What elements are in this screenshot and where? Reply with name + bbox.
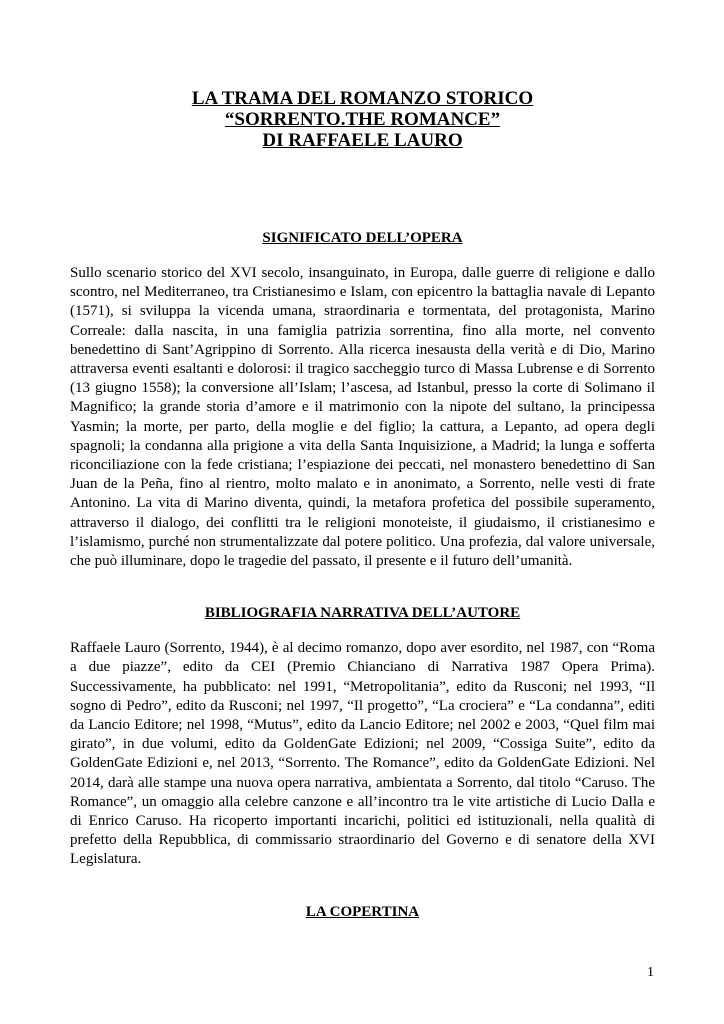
section-paragraph-significato: Sullo scenario storico del XVI secolo, insanguinato, in Europa, dalle guerre di religione e dallo scontro, nel Mediterraneo, tra Cristianesimo e Islam, con epicentro la battaglia navale di Lepanto (1571), si sviluppa la vicenda umana, straordinaria e tormentata, del protagonista, Marino Correale: dalla nascita, in una famiglia patrizia sorrentina, fino alla morte, nel convento benedettino di Sant’Agrippino di Sorrento. Alla ricerca inesausta della verità e di Dio, Marino attraversa eventi esaltanti e dolorosi: il tragico saccheggio turco di Massa Lubrense e di Sorrento (13 giugno 1558); la conversione all’Islam; l’ascesa, ad Istanbul, presso la corte di Solimano il Magnifico; la grande storia d’amore e il matrimonio con la nipote del sultano, la principessa Yasmin; la morte, per parto, della moglie e del figlio; la cattura, a Lepanto, ad opera degli spagnoli; la condanna alla prigione a vita della Santa Inquisizione, a Madrid; la lunga e sofferta riconciliazione con la fede cristiana; l’espiazione dei peccati, nel monastero benedettino di San Juan de la Peña, fino al rientro, molto malato e in anonimato, a Sorrento, nelle vesti di frate Antonino. La vita di Marino diventa, quindi, la metafora profetica del possibile superamento, attraverso il dialogo, dei conflitti tra le religioni monoteiste, il giudaismo, il cristianesimo e l’islamismo, purché non strumentalizzate dal potere politico. Una profezia, dal valore universale, che può illuminare, dopo le tragedie del passato, il presente e il futuro dell’umanità. (70, 265, 655, 570)
section-heading-bibliografia: BIBLIOGRAFIA NARRATIVA DELL’AUTORE (204, 605, 521, 622)
section-heading-copertina: LA COPERTINA (305, 903, 420, 920)
document-page (70, 88, 655, 921)
section-heading-significato: SIGNIFICATO DELL’OPERA (262, 230, 463, 246)
section-paragraph-bibliografia: Raffaele Lauro (Sorrento, 1944), è al decimo romanzo, dopo aver esordito, nel 1987, con “Roma a due piazze”, edito da CEI (Premio Chianciano di Narrativa 1987 Opera Prima). Successivamente, ha pubblicato: nel 1991, “Metropolitania”, edito da Rusconi; nel 1993, “Il sogno di Pedro”, edito da Rusconi; nel 1997, “Il progetto”, “La crociera” e “La condanna”, editi da Lancio Editore; nel 1998, “Mutus”, edito da Lancio Editore; nel 2002 e 2003, “Quel film mai girato”, in due volumi, edito da GoldenGate Edizioni; nel 2009, “Cossiga Suite”, edito da GoldenGate Edizioni e, nel 2013, “Sorrento. The Romance”, edito da GoldenGate Edizioni. Nel 2014, darà alle stampe una nuova opera narrativa, ambientata a Sorrento, dal titolo “Caruso. The Romance”, un omaggio alla celebre canzone e all’incontro tra le vite artistiche di Lucio Dalla e di Enrico Caruso. Ha ricoperto importanti incarichi, politici ed istituzionali, nella qualità di prefetto della Repubblica, di commissario straordinario del Governo e di senatore della XVI Legislatura. (70, 640, 655, 868)
page-number: 1 (647, 965, 654, 980)
title-line-1: LA TRAMA DEL ROMANZO STORICO (191, 88, 534, 109)
title-line-3: DI RAFFAELE LAURO (262, 130, 463, 151)
document-title (70, 88, 655, 151)
title-line-2: “SORRENTO.THE ROMANCE” (224, 109, 501, 130)
